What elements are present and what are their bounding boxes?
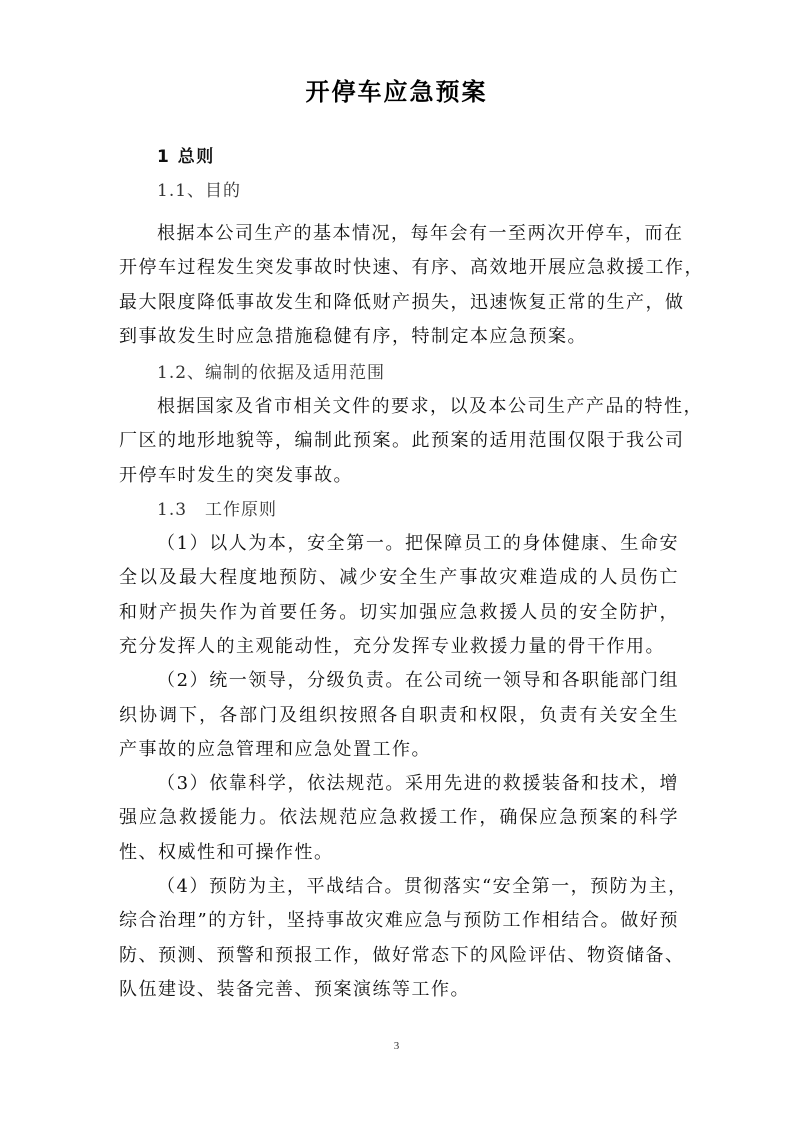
document-body (119, 140, 704, 1007)
paragraph-line: （1）以人为本，安全第一。把保障员工的身体健康、生命安 (157, 533, 679, 555)
paragraph-line: 强应急救援能力。依法规范应急救援工作，确保应急预案的科学 (119, 807, 679, 829)
paragraph-line: 最大限度降低事故发生和降低财产损失，迅速恢复正常的生产，做 (119, 291, 685, 313)
paragraph-line: 性、权威性和可操作性。 (119, 841, 334, 863)
paragraph-line: （2）统一领导，分级负责。在公司统一领导和各职能部门组 (157, 670, 679, 692)
paragraph-principle-3 (119, 767, 679, 870)
paragraph-line: 到事故发生时应急措施稳健有序，特制定本应急预案。 (119, 325, 587, 347)
paragraph-line: 队伍建设、装备完善、预案演练等工作。 (119, 978, 470, 1000)
paragraph-line: 开停车过程发生突发事故时快速、有序、高效地开展应急救援工作， (119, 257, 704, 279)
paragraph-principle-2 (119, 664, 679, 767)
paragraph-line: （3）依靠科学，依法规范。采用先进的救援装备和技术，增 (157, 773, 679, 795)
paragraph-line: 厂区的地形地貌等，编制此预案。此预案的适用范围仅限于我公司 (119, 430, 685, 452)
paragraph-line: 开停车时发生的突发事故。 (119, 464, 353, 486)
paragraph-line: 织协调下，各部门及组织按照各自职责和权限，负责有关安全生 (119, 704, 679, 726)
subsection-heading-basis-scope: 1.2、编制的依据及适用范围 (157, 363, 386, 384)
section-heading-general: 1 总则 (157, 147, 215, 167)
paragraph-line: 根据本公司生产的基本情况，每年会有一至两次开停车，而在 (157, 223, 684, 244)
page-number: 3 (393, 1040, 400, 1052)
paragraph-line: 产事故的应急管理和应急处置工作。 (119, 738, 431, 760)
subsection-heading-principles: 1.3 工作原则 (157, 500, 278, 521)
subsection-heading-purpose: 1.1、目的 (157, 181, 242, 201)
paragraph-line: 综合治理”的方针，坚持事故灾难应急与预防工作相结合。做好预 (119, 910, 679, 932)
document-title: 开停车应急预案 (305, 78, 488, 106)
paragraph-purpose (119, 217, 704, 354)
paragraph-principle-1 (119, 527, 679, 664)
paragraph-line: （4）预防为主，平战结合。贯彻落实“安全第一，预防为主， (157, 876, 688, 898)
paragraph-principle-4 (119, 870, 688, 1007)
paragraph-basis-scope (119, 390, 703, 493)
paragraph-line: 充分发挥人的主观能动性，充分发挥专业救援力量的骨干作用。 (119, 635, 665, 657)
paragraph-line: 根据国家及省市相关文件的要求，以及本公司生产产品的特性， (157, 396, 703, 418)
paragraph-line: 防、预测、预警和预报工作，做好常态下的风险评估、物资储备、 (119, 944, 685, 966)
paragraph-line: 和财产损失作为首要任务。切实加强应急救援人员的安全防护， (119, 601, 679, 623)
paragraph-line: 全以及最大程度地预防、减少安全生产事故灾难造成的人员伤亡 (119, 567, 679, 589)
